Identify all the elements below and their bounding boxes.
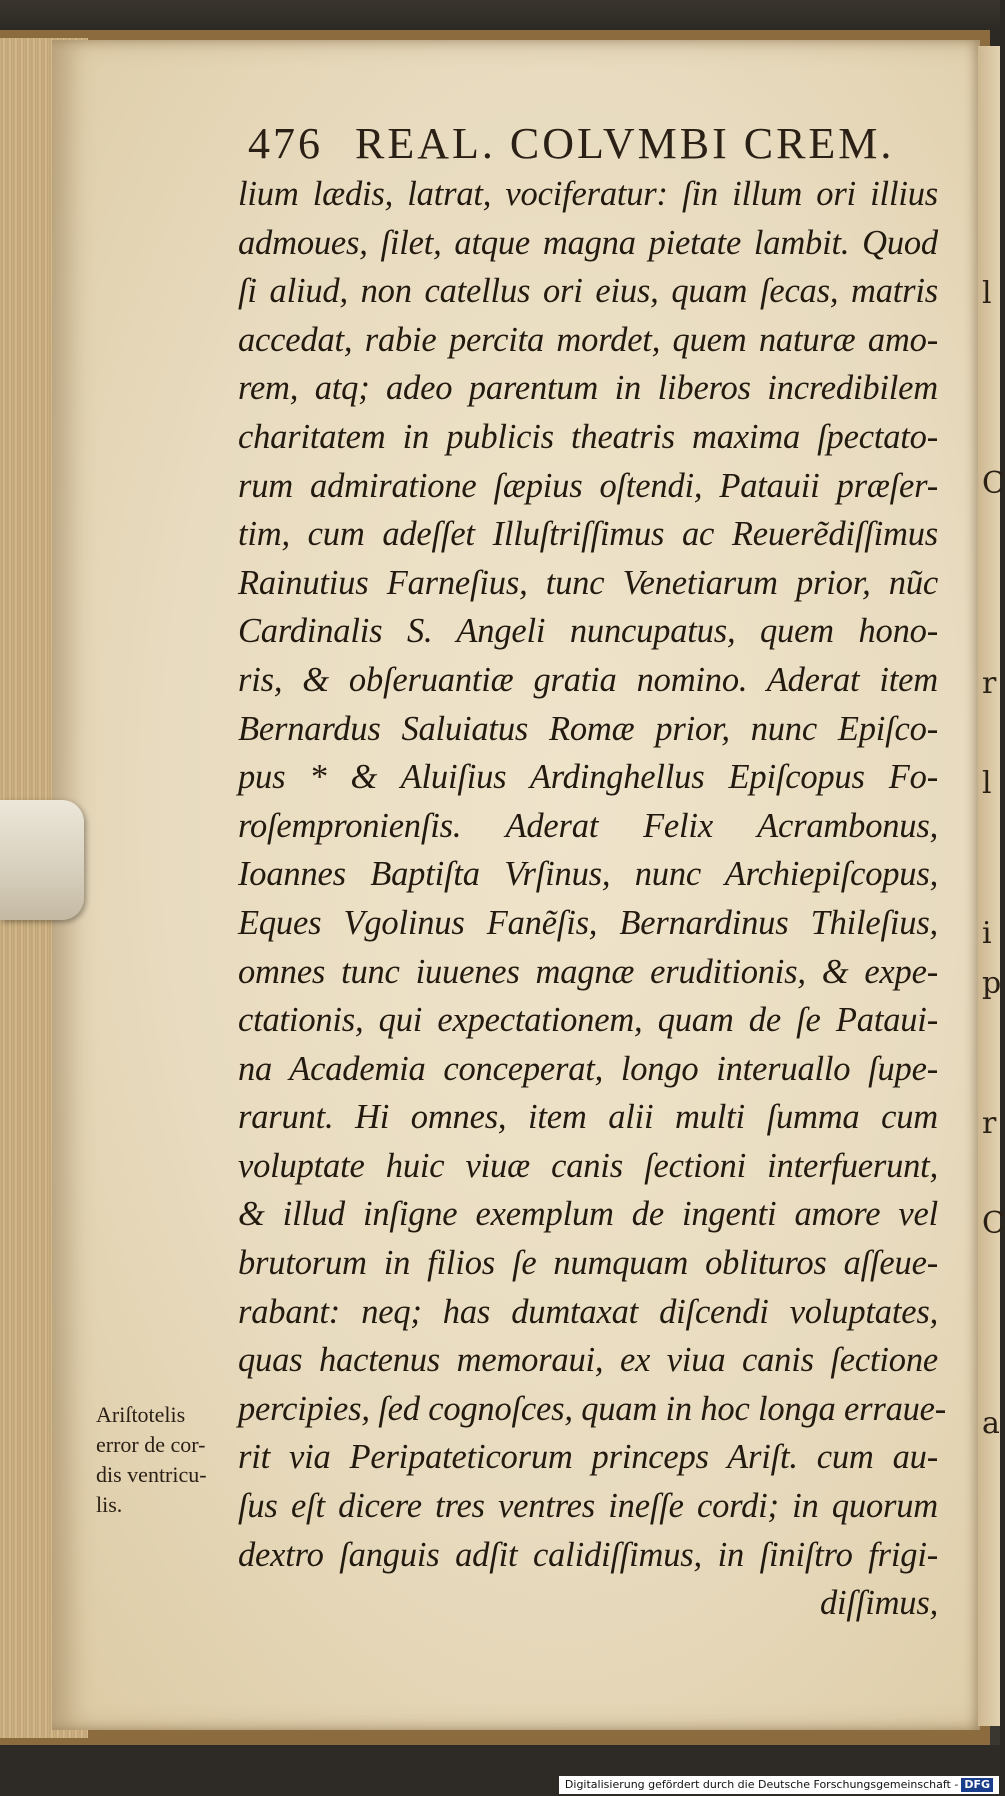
facing-page-glyph: C (982, 466, 1005, 501)
text-line: Ioannes Baptiſta Vrſinus, nunc Archiepiſcopus, (238, 855, 938, 894)
digitization-credit (559, 1776, 999, 1794)
page-number: 476 (248, 119, 323, 168)
text-line: Bernardus Saluiatus Romæ prior, nunc Epiſco- (238, 709, 938, 748)
text-line: brutorum in filios ſe numquam oblituros aſſeue- (238, 1244, 938, 1283)
text-line: rarunt. Hi omnes, item alii multi ſumma cum (238, 1098, 938, 1137)
margin-note (96, 1400, 236, 1520)
margin-note-line: dis ventricu- (96, 1462, 207, 1487)
text-line: pus * & Aluiſius Ardinghellus Epiſcopus Fo- (238, 758, 938, 797)
text-line: percipies, ſed cognoſces, quam in hoc longa erraue- (238, 1389, 947, 1428)
facing-page-glyph: r (982, 666, 997, 701)
dfg-logo: DFG (961, 1778, 993, 1792)
text-line: Cardinalis S. Angeli nuncupatus, quem hono- (238, 612, 938, 651)
text-line: tim, cum adeſſet Illuſtriſſimus ac Reuerẽdiſſimus (238, 515, 938, 554)
text-line: Rainutius Farneſius, tunc Venetiarum prior, nũc (238, 563, 938, 602)
credit-text: Digitalisierung gefördert durch die Deutsche Forschungsgemeinschaft - (564, 1778, 959, 1791)
facing-page-glyph: l (982, 766, 992, 801)
text-line: rit via Peripateticorum princeps Ariſt. cum au- (238, 1438, 938, 1477)
facing-page-glyph: p (982, 966, 1002, 1001)
text-line: ſus eſt dicere tres ventres ineſſe cordi; in quorum (238, 1487, 938, 1526)
text-line: accedat, rabie percita mordet, quem naturæ amo- (238, 320, 938, 359)
text-line: roſempronienſis. Aderat Felix Acrambonus, (238, 806, 938, 845)
text-line: ſi aliud, non catellus ori eius, quam ſecas, matris (238, 272, 938, 311)
text-line: rem, atq; adeo parentum in liberos incredibilem (238, 369, 938, 408)
text-line: na Academia conceperat, longo interuallo ſupe- (238, 1049, 938, 1088)
text-line: dextro ſanguis adſit calidiſſimus, in ſiniſtro frigi- (238, 1535, 938, 1574)
facing-page-glyph: l (982, 276, 992, 311)
margin-note-line: lis. (96, 1492, 123, 1517)
running-title: REAL. COLVMBI CREM. (355, 119, 895, 168)
text-line: & illud inſigne exemplum de ingenti amore vel (238, 1195, 938, 1234)
text-line: admoues, ſilet, atque magna pietate lambit. Quod (238, 223, 938, 262)
text-line: diſſimus, (819, 1584, 938, 1623)
facing-page-glyph: C (982, 1206, 1005, 1241)
text-line: ris, & obſeruantiæ gratia nomino. Aderat item (238, 660, 938, 699)
text-line: quas hactenus memoraui, ex viua canis ſectione (238, 1341, 938, 1380)
text-line: ctationis, qui expectationem, quam de ſe Pataui- (238, 1001, 938, 1040)
text-line: charitatem in publicis theatris maxima ſpectato- (238, 417, 938, 456)
margin-note-line: Ariſtotelis (96, 1402, 186, 1427)
facing-page-glyph: i (982, 916, 992, 951)
body-text (238, 170, 947, 1628)
text-line: omnes tunc iuuenes magnæ eruditionis, & expe- (238, 952, 938, 991)
text-line: lium lædis, latrat, vociferatur: ſin illum ori illius (238, 175, 938, 213)
facing-page-edge (978, 46, 1005, 1726)
glass-weight-clip (0, 800, 84, 920)
text-line: Eques Vgolinus Fanẽſis, Bernardinus Thileſius, (238, 903, 938, 942)
margin-note-line: error de cor- (96, 1432, 206, 1457)
facing-page-glyph: a (982, 1406, 1000, 1441)
text-line: rabant: neq; has dumtaxat diſcendi voluptates, (238, 1292, 938, 1331)
running-header (248, 118, 895, 168)
text-line: rum admiratione ſæpius oſtendi, Patauii præſer- (238, 466, 938, 505)
text-line: voluptate huic viuæ canis ſectioni interfuerunt, (238, 1146, 938, 1185)
facing-page-glyph: r (982, 1106, 997, 1141)
